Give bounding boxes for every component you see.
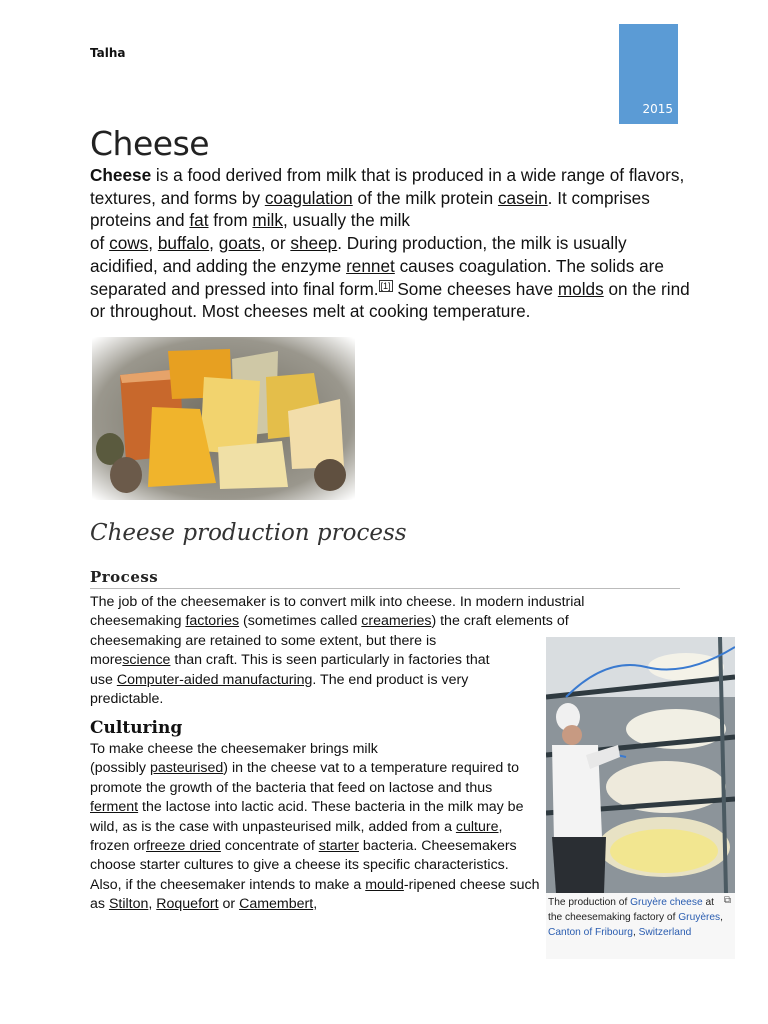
culturing-paragraph: To make cheese the cheesemaker brings milk (possibly pasteurised) in the cheese vat to a temperature required to promote the growth of the bacteria that feed on lactose and thus ferment the lactose into lactic acid. These bacteria in the milk may be wild, as is the case with unpasteurised milk, added from a culture, frozen orfreeze dried concentrate of starter bacteria. Cheesemakers choose starter cultures to give a cheese its specific characteristics. Also, if the cheesemaker intends to make a mould-ripened cheese such as Stilton, Roquefort or Camembert, xyxy=(90,741,540,913)
text-link[interactable]: factories xyxy=(185,613,240,630)
page-title: Cheese xyxy=(90,124,210,163)
heading-rule xyxy=(90,588,680,589)
text-link[interactable]: goats xyxy=(218,233,261,254)
text-link[interactable]: rennet xyxy=(346,255,395,276)
caption-link[interactable]: Switzerland xyxy=(638,927,692,938)
text-link[interactable]: sheep xyxy=(290,233,338,254)
year-label: 2015 xyxy=(642,102,673,116)
caption-link[interactable]: Gruyères xyxy=(678,912,721,923)
process-paragraph: The job of the cheesemaker is to convert milk into cheese. In modern industrial cheesemaking factories (sometimes called creameries) the craft elements of cheesemaking are retained to some extent, but there is morescience than craft. This is seen particularly in factories that use Computer-aided manufacturing. The end product is very predictable. xyxy=(90,594,585,708)
text-link[interactable]: Stilton xyxy=(108,896,149,913)
intro-paragraph: Cheese is a food derived from milk that is produced in a wide range of flavors, textures, and forms by coagulation of the milk protein casein. It comprises proteins and fat from milk, usually the milk of cows, buffalo, goats, or sheep. During production, the milk is usually acidified, and adding the enzyme rennet causes coagulation. The solids are separated and pressed into final form. [1] Some cheeses have molds on the rind or throughout. Most cheeses melt at cooking temperature. xyxy=(90,165,690,322)
caption-link[interactable]: Gruyère cheese xyxy=(630,897,703,908)
text-link[interactable]: science xyxy=(122,652,171,669)
text-link[interactable]: casein xyxy=(497,187,548,208)
cheesemaking-photo xyxy=(546,637,735,893)
text-link[interactable]: coagulation xyxy=(264,187,353,208)
text-link[interactable]: cows xyxy=(109,233,149,254)
culturing-heading: Culturing xyxy=(90,718,183,738)
figure xyxy=(546,637,735,959)
enlarge-icon[interactable]: ⧉ xyxy=(723,895,731,906)
text-link[interactable]: mould xyxy=(365,876,404,893)
text-link[interactable]: creameries xyxy=(361,613,432,630)
section-heading: Cheese production process xyxy=(90,520,407,546)
author-name: Talha xyxy=(90,46,126,60)
text-link[interactable]: Roquefort xyxy=(156,896,219,913)
text-link[interactable]: milk xyxy=(252,210,283,231)
text-link[interactable]: ferment xyxy=(90,799,139,816)
process-heading: Process xyxy=(90,568,159,586)
text-link[interactable]: Camembert xyxy=(239,896,314,913)
cheese-photo xyxy=(92,337,355,500)
text-link[interactable]: buffalo xyxy=(157,233,210,254)
text-link[interactable]: freeze dried xyxy=(146,838,221,855)
year-block xyxy=(619,24,678,124)
text-link[interactable]: molds xyxy=(557,278,604,299)
text-link[interactable]: fat xyxy=(189,210,209,231)
text-link[interactable]: starter xyxy=(318,838,359,855)
figure-caption: The production of Gruyère cheese at the cheesemaking factory of Gruyères, Canton of Fribourg, Switzerland xyxy=(548,897,723,938)
text-link[interactable]: pasteurised xyxy=(149,760,224,777)
citation-ref[interactable]: [1] xyxy=(380,280,391,291)
text-link[interactable]: culture xyxy=(455,818,499,835)
text-link[interactable]: Computer-aided manufacturing xyxy=(116,671,313,688)
caption-link[interactable]: Canton of Fribourg xyxy=(548,927,633,938)
bold-term: Cheese xyxy=(90,165,152,185)
